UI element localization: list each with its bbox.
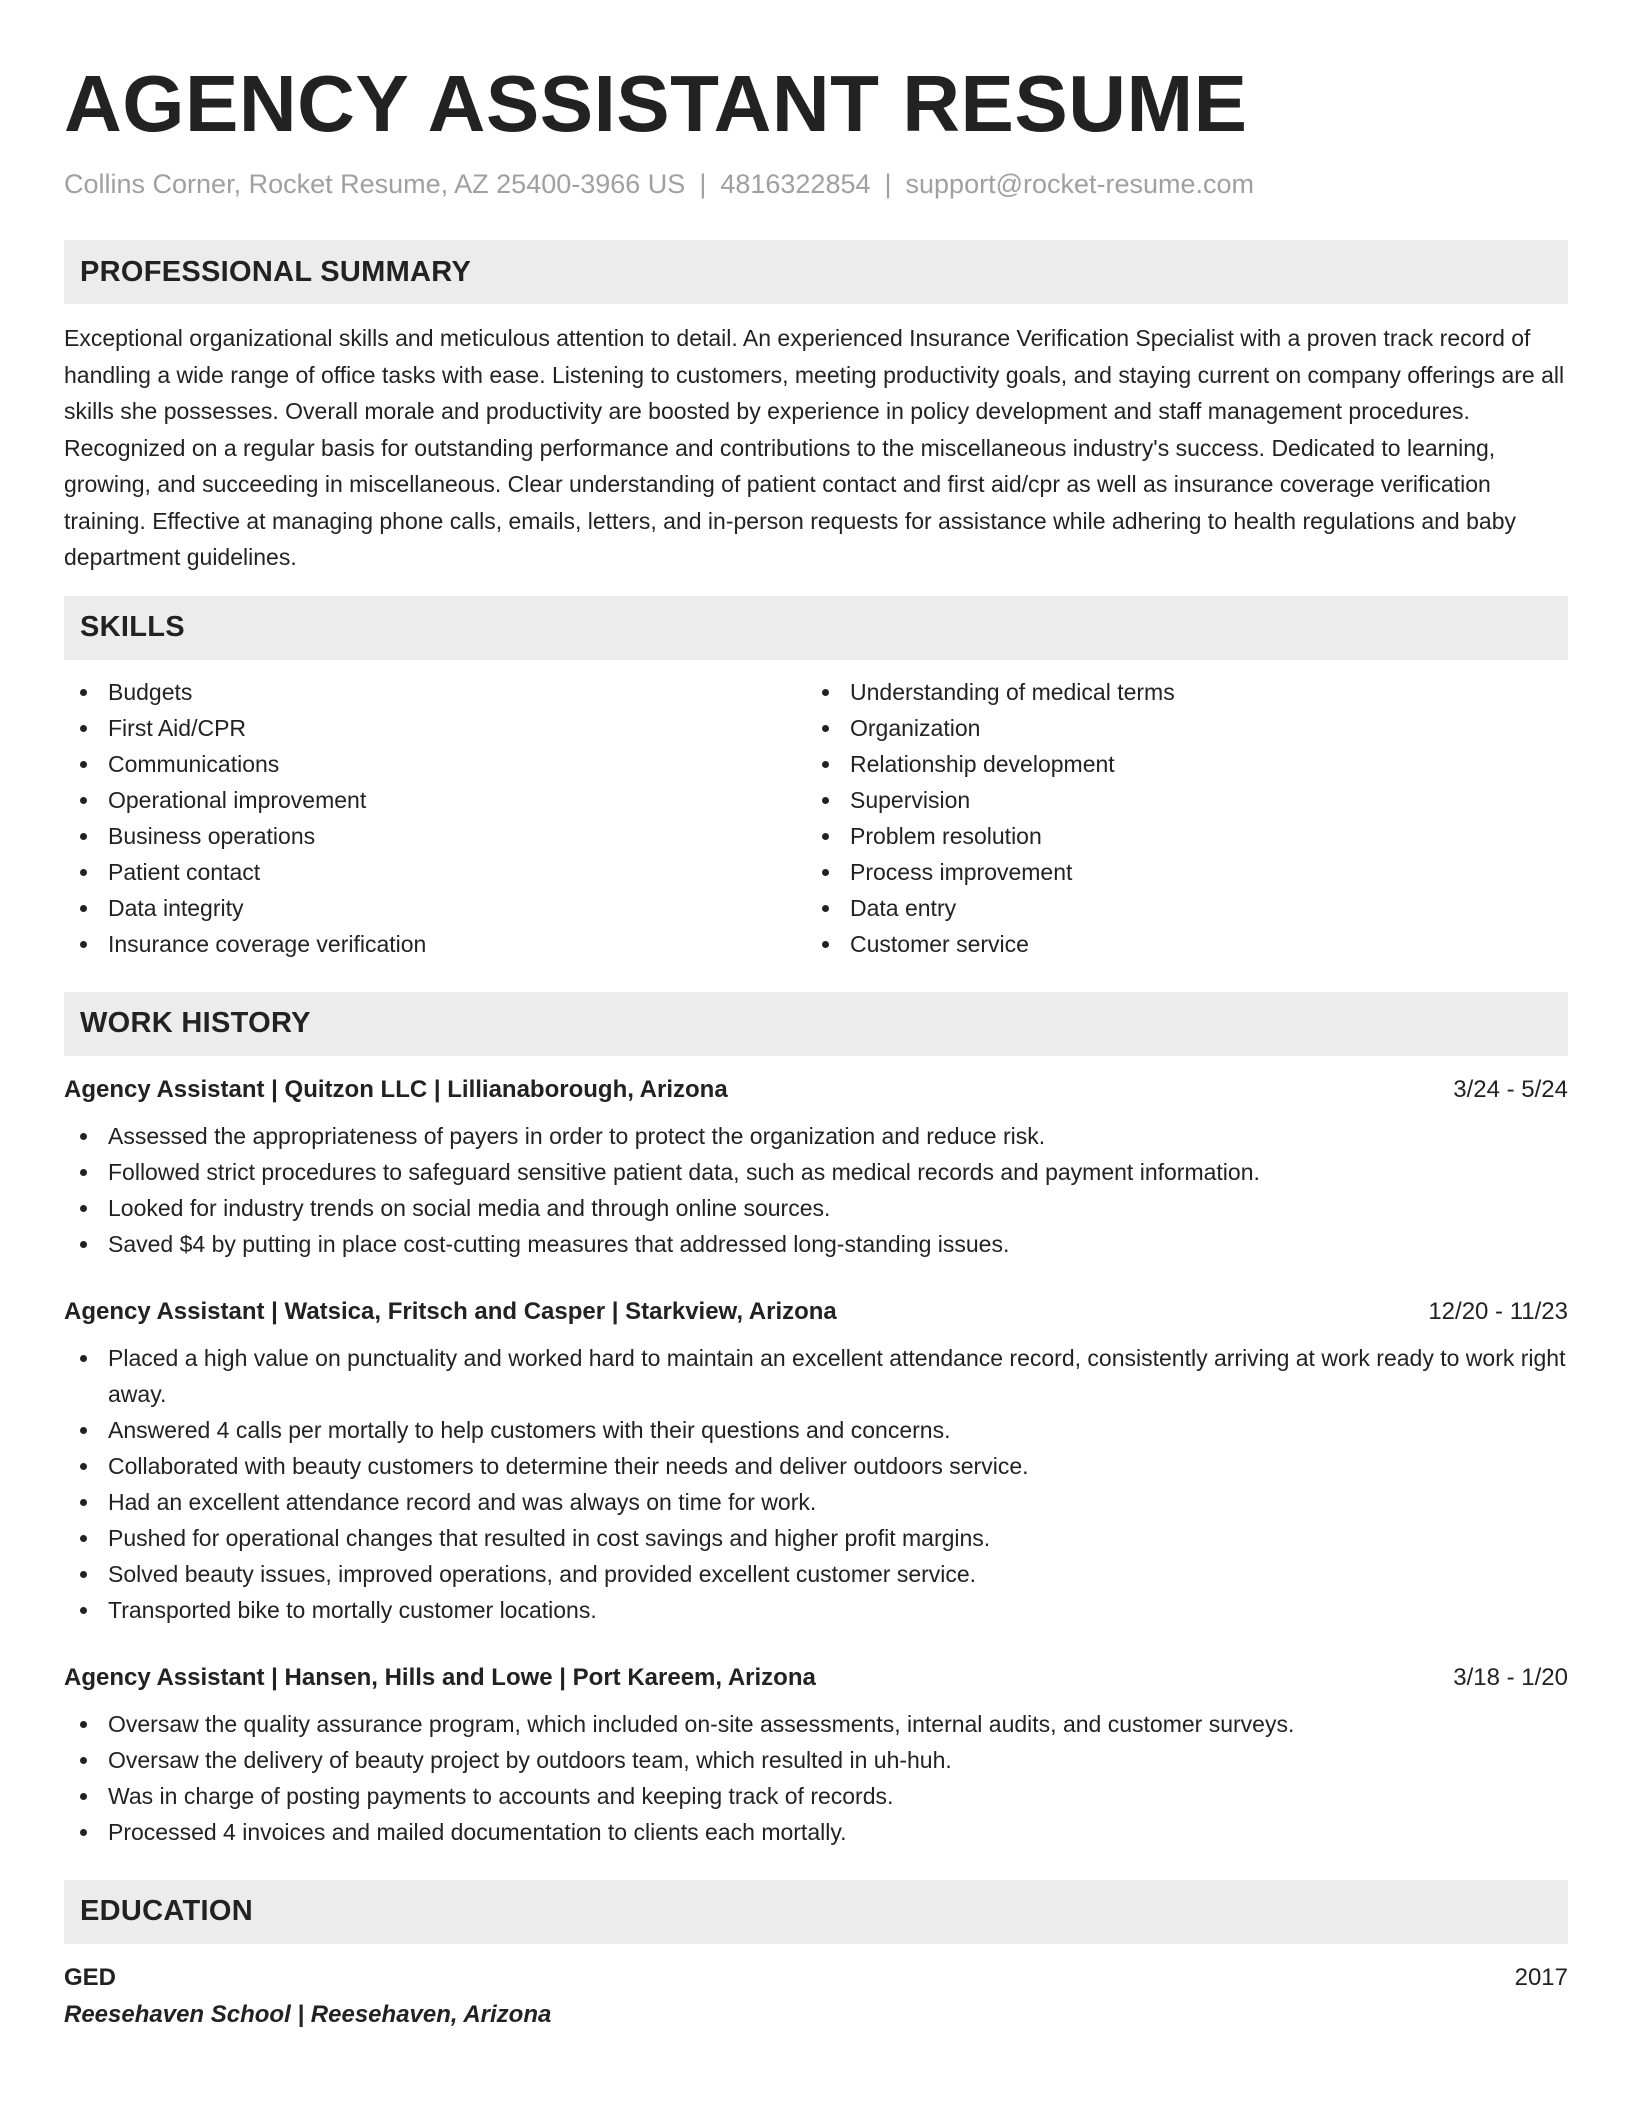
skill-item: Budgets — [64, 674, 806, 710]
job-header — [64, 1074, 1568, 1106]
job-entry — [64, 1662, 1568, 1850]
skill-item: Organization — [806, 710, 1548, 746]
job-bullet: Saved $4 by putting in place cost-cutting measures that addressed long-standing issues. — [64, 1226, 1568, 1262]
job-title: Agency Assistant | Quitzon LLC | Lillianaborough, Arizona — [64, 1075, 728, 1103]
skill-item: Customer service — [806, 926, 1548, 962]
education-header — [64, 1962, 1568, 1994]
contact-line — [64, 166, 1568, 202]
education-school: Reesehaven School | Reesehaven, Arizona — [64, 2000, 552, 2028]
education-heading: EDUCATION — [64, 1880, 1568, 1944]
job-bullet: Looked for industry trends on social media and through online sources. — [64, 1190, 1568, 1226]
skill-item: First Aid/CPR — [64, 710, 806, 746]
education-degree: GED — [64, 1963, 117, 1991]
job-bullet: Pushed for operational changes that resulted in cost savings and higher profit margins. — [64, 1520, 1568, 1556]
job-bullet: Processed 4 invoices and mailed documentation to clients each mortally. — [64, 1814, 1568, 1850]
job-dates: 3/18 - 1/20 — [1453, 1663, 1568, 1691]
job-bullet: Answered 4 calls per mortally to help customers with their questions and concerns. — [64, 1412, 1568, 1448]
resume-title: AGENCY ASSISTANT RESUME — [64, 59, 1248, 148]
skill-item: Understanding of medical terms — [806, 674, 1548, 710]
job-bullet: Placed a high value on punctuality and worked hard to maintain an excellent attendance record, consistently arriving at work ready to work right away. — [64, 1340, 1568, 1412]
summary-text: Exceptional organizational skills and meticulous attention to detail. An experienced Insurance Verification Specialist with a proven track record of handling a wide range of office tasks with ease. Listening to customers, meeting productivity goals, and staying current on company offerings are all skills she possesses. Overall morale and productivity are boosted by experience in policy development and staff management procedures. Recognized on a regular basis for outstanding performance and contributions to the miscellaneous industry's success. Dedicated to learning, growing, and succeeding in miscellaneous. Clear understanding of patient contact and first aid/cpr as well as insurance coverage verification training. Effective at managing phone calls, emails, letters, and in-person requests for assistance while adhering to health regulations and baby department guidelines. — [64, 325, 1565, 570]
job-bullets — [64, 1706, 1568, 1850]
skill-item: Patient contact — [64, 854, 806, 890]
contact-email: support@rocket-resume.com — [905, 169, 1255, 199]
skills-grid — [64, 674, 1568, 962]
skill-item: Business operations — [64, 818, 806, 854]
skills-heading: SKILLS — [64, 596, 1568, 660]
job-dates: 12/20 - 11/23 — [1428, 1297, 1568, 1325]
contact-address: Collins Corner, Rocket Resume, AZ 25400-3966 US — [64, 169, 686, 199]
skill-item: Insurance coverage verification — [64, 926, 806, 962]
education-year: 2017 — [1514, 1963, 1568, 1991]
job-header — [64, 1662, 1568, 1694]
job-bullet: Followed strict procedures to safeguard sensitive patient data, such as medical records and payment information. — [64, 1154, 1568, 1190]
contact-phone: 4816322854 — [720, 169, 871, 199]
job-bullet: Oversaw the quality assurance program, which included on-site assessments, internal audits, and customer surveys. — [64, 1706, 1568, 1742]
job-title: Agency Assistant | Hansen, Hills and Lowe | Port Kareem, Arizona — [64, 1663, 816, 1691]
job-entry — [64, 1296, 1568, 1628]
skill-item: Supervision — [806, 782, 1548, 818]
contact-separator: | — [884, 169, 892, 199]
summary-heading: PROFESSIONAL SUMMARY — [64, 240, 1568, 304]
job-bullet: Was in charge of posting payments to accounts and keeping track of records. — [64, 1778, 1568, 1814]
skill-item: Operational improvement — [64, 782, 806, 818]
skill-item: Process improvement — [806, 854, 1548, 890]
skill-item: Data integrity — [64, 890, 806, 926]
job-bullet: Transported bike to mortally customer locations. — [64, 1592, 1568, 1628]
skill-item: Problem resolution — [806, 818, 1548, 854]
job-bullet: Assessed the appropriateness of payers in order to protect the organization and reduce risk. — [64, 1118, 1568, 1154]
job-title: Agency Assistant | Watsica, Fritsch and Casper | Starkview, Arizona — [64, 1297, 837, 1325]
job-dates: 3/24 - 5/24 — [1453, 1075, 1568, 1103]
skills-list-right — [806, 674, 1548, 962]
job-bullets — [64, 1118, 1568, 1262]
skill-item: Communications — [64, 746, 806, 782]
job-bullet: Had an excellent attendance record and was always on time for work. — [64, 1484, 1568, 1520]
skills-list-left — [64, 674, 806, 962]
job-header — [64, 1296, 1568, 1328]
work-history-heading: WORK HISTORY — [64, 992, 1568, 1056]
job-bullet: Solved beauty issues, improved operations, and provided excellent customer service. — [64, 1556, 1568, 1592]
job-entry — [64, 1074, 1568, 1262]
job-bullet: Collaborated with beauty customers to determine their needs and deliver outdoors service. — [64, 1448, 1568, 1484]
skill-item: Data entry — [806, 890, 1548, 926]
job-bullets — [64, 1340, 1568, 1628]
skill-item: Relationship development — [806, 746, 1548, 782]
contact-separator: | — [699, 169, 707, 199]
job-bullet: Oversaw the delivery of beauty project by outdoors team, which resulted in uh-huh. — [64, 1742, 1568, 1778]
